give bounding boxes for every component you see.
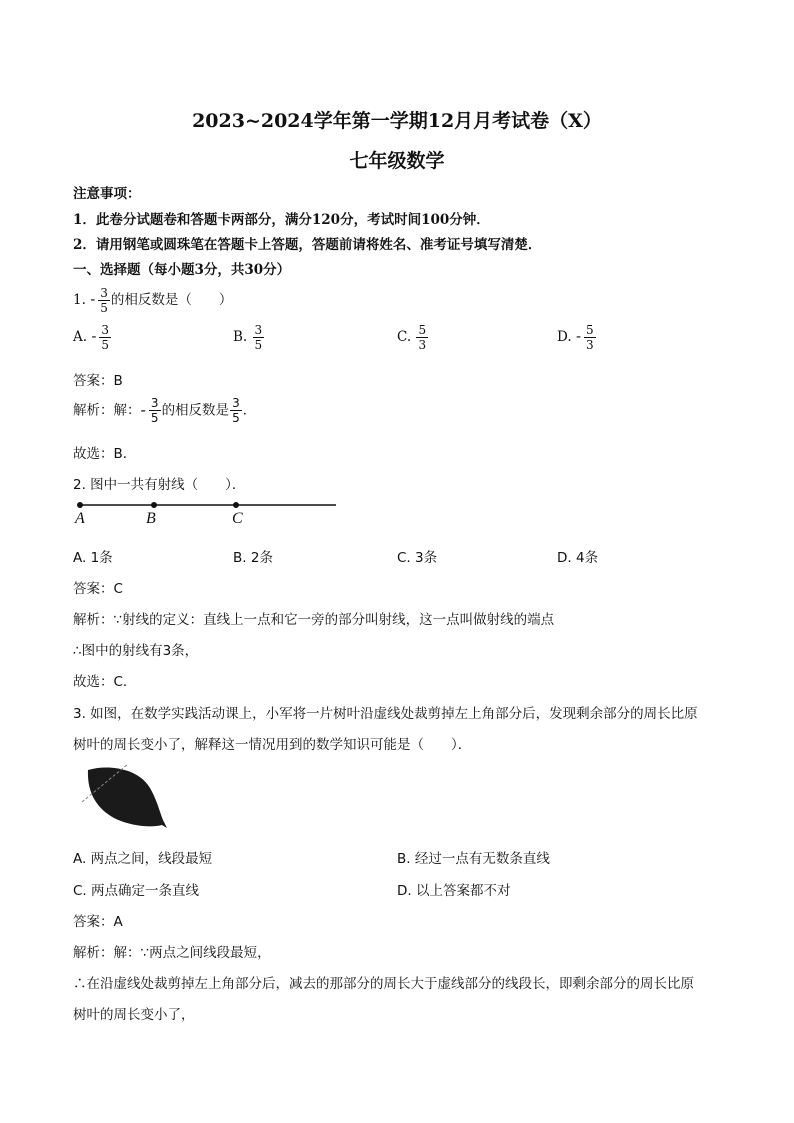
option-b[interactable]: B. 2条 bbox=[233, 550, 273, 566]
point-c-dot bbox=[233, 502, 239, 508]
analysis-3-line-3: 树叶的周长变小了， bbox=[73, 1007, 195, 1023]
question-1-stem bbox=[73, 286, 232, 315]
stem-text: 的相反数是（ ） bbox=[110, 292, 233, 308]
option-a[interactable]: A. 1条 bbox=[73, 550, 113, 566]
leaf-shape bbox=[88, 767, 167, 828]
option-c[interactable]: C. $\frac{5}{3}$ bbox=[397, 323, 427, 352]
exam-title: 2023~2024学年第一学期12月月考试卷（X） bbox=[192, 110, 602, 132]
analysis-1: 解析：解：- $\frac{3}{5}$ 的相反数是 $\frac{3}{5}$ ． bbox=[73, 396, 257, 425]
option-c[interactable]: C. 两点确定一条直线 bbox=[73, 883, 200, 899]
option-d[interactable]: D. 4条 bbox=[557, 550, 599, 566]
question-2-stem: 2. 图中一共有射线（ ）． bbox=[73, 477, 246, 493]
notice-item-1: 1．此卷分试题卷和答题卡两部分，满分120分，考试时间100分钟． bbox=[73, 212, 490, 228]
notice-heading: 注意事项： bbox=[73, 186, 141, 202]
fraction: $\frac{3}{5}$ bbox=[100, 286, 108, 315]
option-b[interactable]: B. $\frac{3}{5}$ bbox=[233, 323, 263, 352]
option-b[interactable]: B. 经过一点有无数条直线 bbox=[397, 851, 550, 867]
option-c[interactable]: C. 3条 bbox=[397, 550, 438, 566]
ray-diagram bbox=[70, 495, 345, 535]
answer-1: 答案：B bbox=[73, 373, 123, 389]
point-b-dot bbox=[151, 502, 157, 508]
option-d[interactable]: D. 以上答案都不对 bbox=[397, 883, 511, 899]
point-a-dot bbox=[77, 502, 83, 508]
minus-sign: - bbox=[90, 290, 96, 308]
question-3-stem-line-2: 树叶的周长变小了，解释这一情况用到的数学知识可能是（ ）． bbox=[73, 737, 472, 753]
answer-2: 答案：C bbox=[73, 581, 123, 597]
analysis-3-line-2: ∴在沿虚线处裁剪掉左上角部分后，减去的那部分的周长大于虚线部分的线段长，即剩余部分的周长比原 bbox=[73, 976, 694, 992]
notice-item-2: 2．请用钢笔或圆珠笔在答题卡上答题，答题前请将姓名、准考证号填写清楚． bbox=[73, 237, 542, 253]
conclusion-1: 故选：B． bbox=[73, 446, 137, 462]
point-c-label: C bbox=[232, 510, 243, 527]
exam-subtitle: 七年级数学 bbox=[349, 150, 445, 172]
point-a-label: A bbox=[75, 510, 85, 527]
section-heading: 一、选择题（每小题3分，共30分） bbox=[73, 262, 291, 278]
option-a[interactable]: A. - $\frac{3}{5}$ bbox=[73, 323, 110, 352]
point-b-label: B bbox=[146, 510, 156, 527]
option-d[interactable]: D. - $\frac{5}{3}$ bbox=[557, 323, 594, 352]
leaf-image bbox=[78, 762, 173, 834]
analysis-2-line-1: 解析：∵射线的定义：直线上一点和它一旁的部分叫射线，这一点叫做射线的端点 bbox=[73, 612, 555, 628]
option-a[interactable]: A. 两点之间，线段最短 bbox=[73, 851, 213, 867]
analysis-3-line-1: 解析：解：∵两点之间线段最短， bbox=[73, 945, 271, 961]
conclusion-2: 故选：C． bbox=[73, 674, 137, 690]
question-number: 1. bbox=[73, 292, 86, 308]
question-3-stem-line-1: 3. 如图，在数学实践活动课上，小军将一片树叶沿虚线处裁剪掉左上角部分后，发现剩余部分的周长比原 bbox=[73, 706, 698, 722]
analysis-2-line-2: ∴图中的射线有3条， bbox=[73, 643, 199, 659]
answer-3: 答案：A bbox=[73, 914, 123, 930]
